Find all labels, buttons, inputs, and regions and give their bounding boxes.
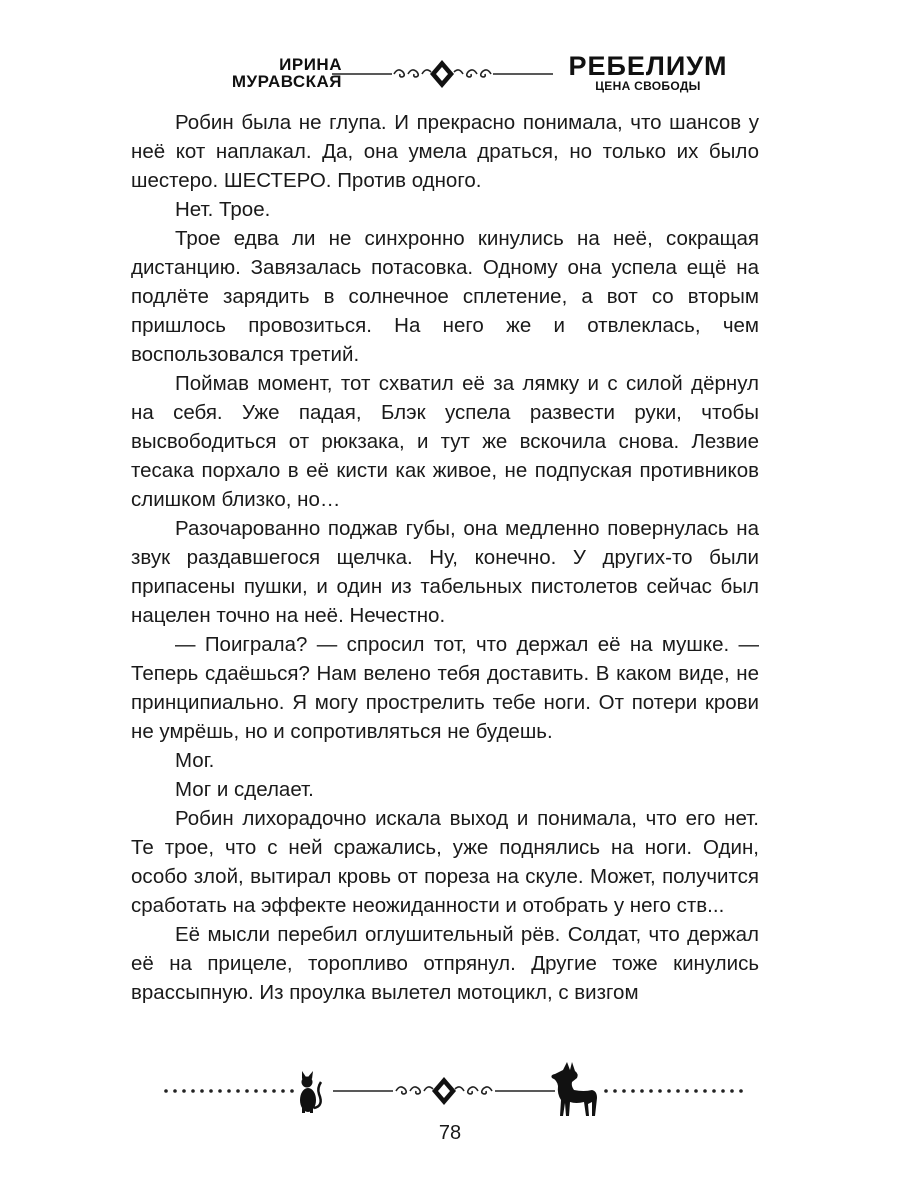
center-flourish-icon <box>333 1077 555 1105</box>
paragraph: Мог. <box>175 749 215 772</box>
paragraph: Поймав момент, тот схватил её за лямку и с силой дёрнул на себя. Уже падая, Блэк успела развести руки, чтобы высвободиться от рюкзака, и тут же вскочила снова. Лезвие тесака порхало в её кисти как живое, не подпуская противников слишком близко, но… <box>131 372 759 511</box>
paragraph: Робин была не глупа. И прекрасно понимала, что шансов у неё кот наплакал. Да, она умела драться, но только их было шестеро. ШЕСТЕРО. Против одного. <box>131 111 759 192</box>
header-ornament-icon <box>330 54 555 94</box>
footer-ornament <box>130 1060 770 1120</box>
paragraph: Трое едва ли не синхронно кинулись на неё, сокращая дистанцию. Завязалась потасовка. Одному она успела ещё на подлёте зарядить в солнечное сплетение, а вот со вторым пришлось провозиться. На него же и отвлеклась, чем воспользовался третий. <box>131 227 759 366</box>
author-last-name: МУРАВСКАЯ <box>231 72 342 91</box>
paragraph: Нет. Трое. <box>175 198 271 221</box>
running-header <box>130 48 765 100</box>
book-title: РЕБЕЛИУМ <box>568 51 728 81</box>
page-number: 78 <box>438 1122 462 1144</box>
paragraph: — Поиграла? — спросил тот, что держал её на мушке. — Теперь сдаёшься? Нам велено тебя доставить. В каком виде, не принципиально. Я могу прострелить тебе ноги. От потери крови не умрёшь, но и сопротивляться не будешь. <box>131 633 759 743</box>
dotted-line-right <box>604 1089 743 1093</box>
book-subtitle: ЦЕНА СВОБОДЫ <box>595 79 701 93</box>
header-book-title <box>568 52 728 92</box>
cat-icon <box>300 1071 321 1113</box>
body-text <box>131 108 759 1007</box>
paragraph: Её мысли перебил оглушительный рёв. Солдат, что держал её на прицеле, торопливо отпрянул. Другие тоже кинулись врассыпную. Из проулка вылетел мотоцикл, с визгом <box>131 923 759 1004</box>
paragraph: Мог и сделает. <box>175 778 314 801</box>
paragraph: Разочарованно поджав губы, она медленно повернулась на звук раздавшегося щелчка. Ну, конечно. У других-то были припасены пушки, и один из табельных пистолетов сейчас был нацелен точно на неё. Нечестно. <box>131 517 759 627</box>
header-author <box>192 56 342 90</box>
paragraph: Робин лихорадочно искала выход и понимала, что его нет. Те трое, что с ней сражались, уже поднялись на ноги. Один, особо злой, вытирал кровь от пореза на скуле. Может, получится сработать на эффекте неожиданности и отобрать у него ств... <box>131 807 759 917</box>
dotted-line-left <box>164 1089 294 1093</box>
author-first-name: ИРИНА <box>279 55 342 74</box>
doberman-icon <box>551 1062 597 1116</box>
